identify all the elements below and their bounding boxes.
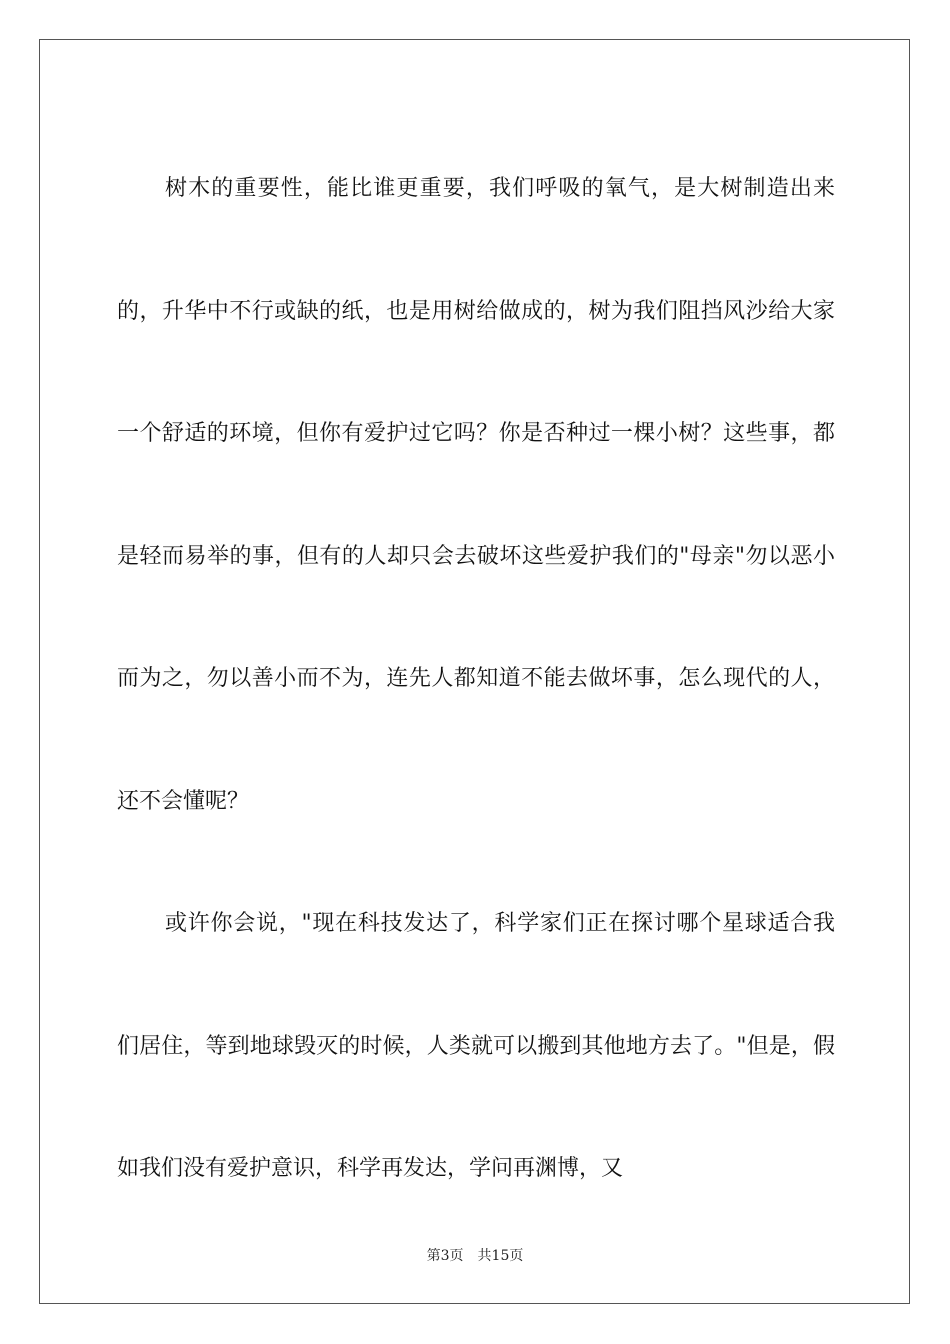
page-total: 共15页	[477, 1248, 524, 1264]
paragraph-2: 或许你会说，"现在科技发达了，科学家们正在探讨哪个星球适合我们居住，等到地球毁灭的时候，人类就可以搬到其他地方去了。"但是，假如我们没有爱护意识，科学再发达，学问再渊博，又	[117, 911, 835, 1181]
paragraph-1: 树木的重要性，能比谁更重要，我们呼吸的氧气，是大树制造出来的，升华中不行或缺的纸，也是用树给做成的，树为我们阻挡风沙给大家一个舒适的环境，但你有爱护过它吗？你是否种过一棵小树？这些事，都是轻而易举的事，但有的人却只会去破坏这些爱护我们的"母亲"勿以恶小而为之，勿以善小而不为，连先人都知道不能去做坏事，怎么现代的人，还不会懂呢？	[117, 176, 835, 814]
page-number: 第3页	[426, 1248, 464, 1264]
document-body	[117, 128, 835, 1231]
page-footer	[0, 1247, 950, 1265]
